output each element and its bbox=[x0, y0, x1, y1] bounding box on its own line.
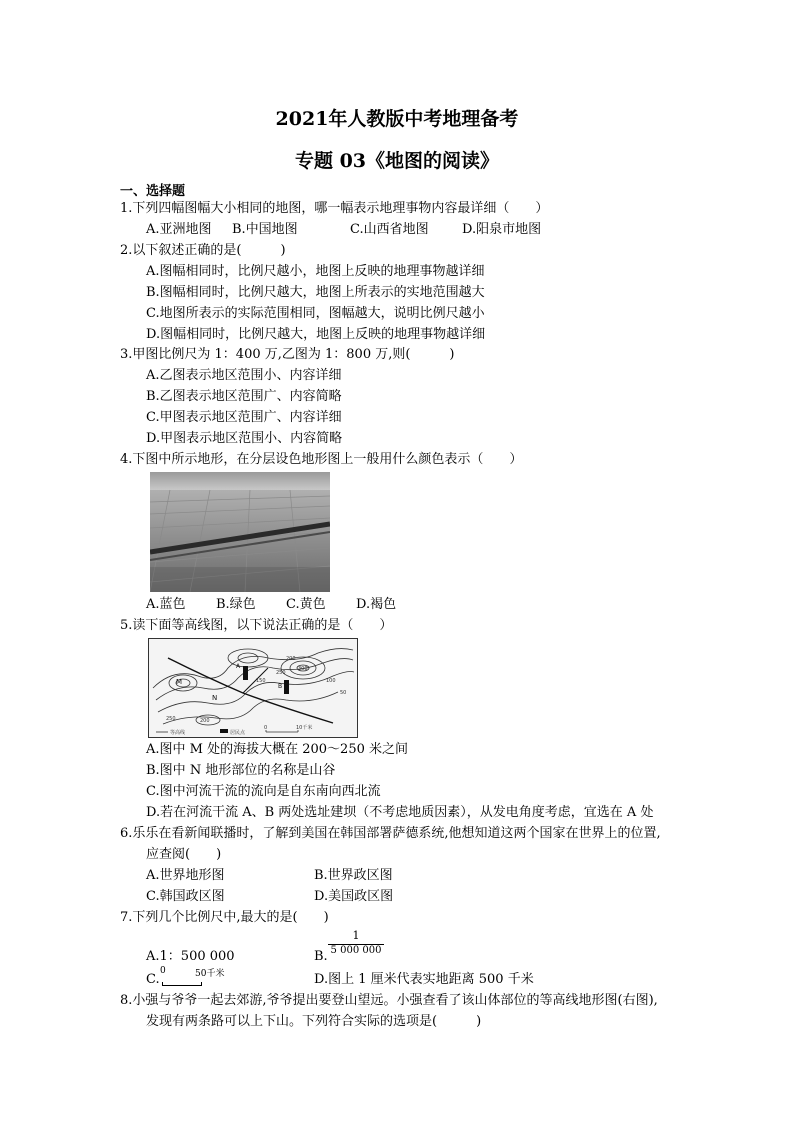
svg-text:250: 250 bbox=[276, 670, 286, 676]
svg-text:250: 250 bbox=[166, 716, 176, 722]
q8-stem: 8.小强与爷爷一起去郊游,爷爷提出要登山望远。小强查看了该山体部位的等高线地形图(右图), bbox=[120, 993, 658, 1008]
q6-option-d: D.美国政区图 bbox=[314, 889, 394, 904]
svg-text:200: 200 bbox=[200, 718, 210, 724]
q8-stem-cont: 发现有两条路可以上下山。下列符合实际的选项是( ) bbox=[146, 1014, 482, 1029]
svg-text:50: 50 bbox=[340, 690, 347, 696]
svg-text:M: M bbox=[176, 678, 183, 686]
scale-bar-zero: 0 bbox=[160, 966, 166, 976]
svg-text:150: 150 bbox=[256, 678, 266, 684]
q7-option-b-prefix: B. bbox=[314, 949, 328, 964]
svg-text:居民点: 居民点 bbox=[230, 730, 246, 736]
q2-option-a: A.图幅相同时，比例尺越小，地图上反映的地理事物越详细 bbox=[146, 264, 485, 279]
q4-option-b: B.绿色 bbox=[216, 597, 256, 612]
svg-text:200: 200 bbox=[286, 656, 296, 662]
q4-option-a: A.蓝色 bbox=[146, 597, 186, 612]
q2-option-c: C.地图所表示的实际范围相同，图幅越大，说明比例尺越小 bbox=[146, 306, 485, 321]
plain-photo bbox=[150, 472, 330, 592]
scale-bar-end: 50千米 bbox=[195, 969, 225, 979]
q1-option-b: B.中国地图 bbox=[232, 222, 298, 237]
document-title: 2021年人教版中考地理备考 bbox=[275, 108, 519, 130]
q5-stem: 5.读下面等高线图，以下说法正确的是（ ） bbox=[120, 618, 393, 633]
svg-text:0: 0 bbox=[264, 725, 268, 731]
q2-option-b: B.图幅相同时，比例尺越大，地图上所表示的实地范围越大 bbox=[146, 285, 485, 300]
svg-text:等高线: 等高线 bbox=[170, 730, 186, 736]
q7-option-d: D.图上 1 厘米代表实地距离 500 千米 bbox=[314, 972, 534, 987]
q1-option-d: D.阳泉市地图 bbox=[462, 222, 542, 237]
q4-option-c: C.黄色 bbox=[286, 597, 326, 612]
q3-option-c: C.甲图表示地区范围广、内容详细 bbox=[146, 410, 342, 425]
q5-option-b: B.图中 N 地形部位的名称是山谷 bbox=[146, 763, 336, 778]
q6-option-a: A.世界地形图 bbox=[146, 868, 225, 883]
scale-bar bbox=[162, 982, 202, 986]
q5-option-d: D.若在河流干流 A、B 两处选址建坝（不考虑地质因素），从发电角度考虑，宜选在 A 处 bbox=[146, 805, 654, 820]
q7-option-c-prefix: C. bbox=[146, 972, 160, 987]
q6-stem-cont: 应查阅( ) bbox=[146, 847, 222, 862]
svg-text:A: A bbox=[236, 663, 241, 670]
svg-text:N: N bbox=[212, 694, 218, 702]
q4-stem: 4.下图中所示地形，在分层设色地形图上一般用什么颜色表示（ ） bbox=[120, 452, 523, 467]
q1-option-a: A.亚洲地图 bbox=[146, 222, 212, 237]
svg-text:B: B bbox=[278, 683, 283, 690]
q5-option-c: C.图中河流干流的流向是自东南向西北流 bbox=[146, 784, 381, 799]
svg-text:100: 100 bbox=[326, 678, 336, 684]
q1-option-c: C.山西省地图 bbox=[350, 222, 429, 237]
svg-text:300: 300 bbox=[298, 666, 308, 672]
q4-option-d: D.褐色 bbox=[356, 597, 397, 612]
section-heading: 一、选择题 bbox=[120, 184, 186, 199]
q3-option-a: A.乙图表示地区范围小、内容详细 bbox=[146, 368, 342, 383]
q3-option-d: D.甲图表示地区范围小、内容简略 bbox=[146, 431, 343, 446]
q3-stem: 3.甲图比例尺为 1：400 万,乙图为 1：800 万,则( ) bbox=[120, 347, 455, 362]
q1-stem: 1.下列四幅图幅大小相同的地图，哪一幅表示地理事物内容最详细（ ） bbox=[120, 201, 549, 216]
q6-stem: 6.乐乐在看新闻联播时，了解到美国在韩国部署萨德系统,他想知道这两个国家在世界上的位置, bbox=[120, 826, 661, 841]
q2-option-d: D.图幅相同时，比例尺越大，地图上反映的地理事物越详细 bbox=[146, 327, 486, 342]
svg-text:10千米: 10千米 bbox=[296, 725, 313, 731]
q2-stem: 2.以下叙述正确的是( ) bbox=[120, 243, 286, 258]
q7-option-b-numerator: 1 bbox=[352, 929, 360, 942]
contour-map bbox=[148, 638, 358, 738]
q3-option-b: B.乙图表示地区范围广、内容简略 bbox=[146, 389, 342, 404]
q7-stem: 7.下列几个比例尺中,最大的是( ) bbox=[120, 910, 329, 925]
q5-option-a: A.图中 M 处的海拔大概在 200～250 米之间 bbox=[146, 742, 408, 757]
q6-option-b: B.世界政区图 bbox=[314, 868, 393, 883]
document-subtitle: 专题 03《地图的阅读》 bbox=[294, 150, 500, 172]
q7-option-b-denominator: 5 000 000 bbox=[330, 945, 382, 956]
q7-option-a: A.1：500 000 bbox=[146, 949, 235, 964]
q6-option-c: C.韩国政区图 bbox=[146, 889, 225, 904]
